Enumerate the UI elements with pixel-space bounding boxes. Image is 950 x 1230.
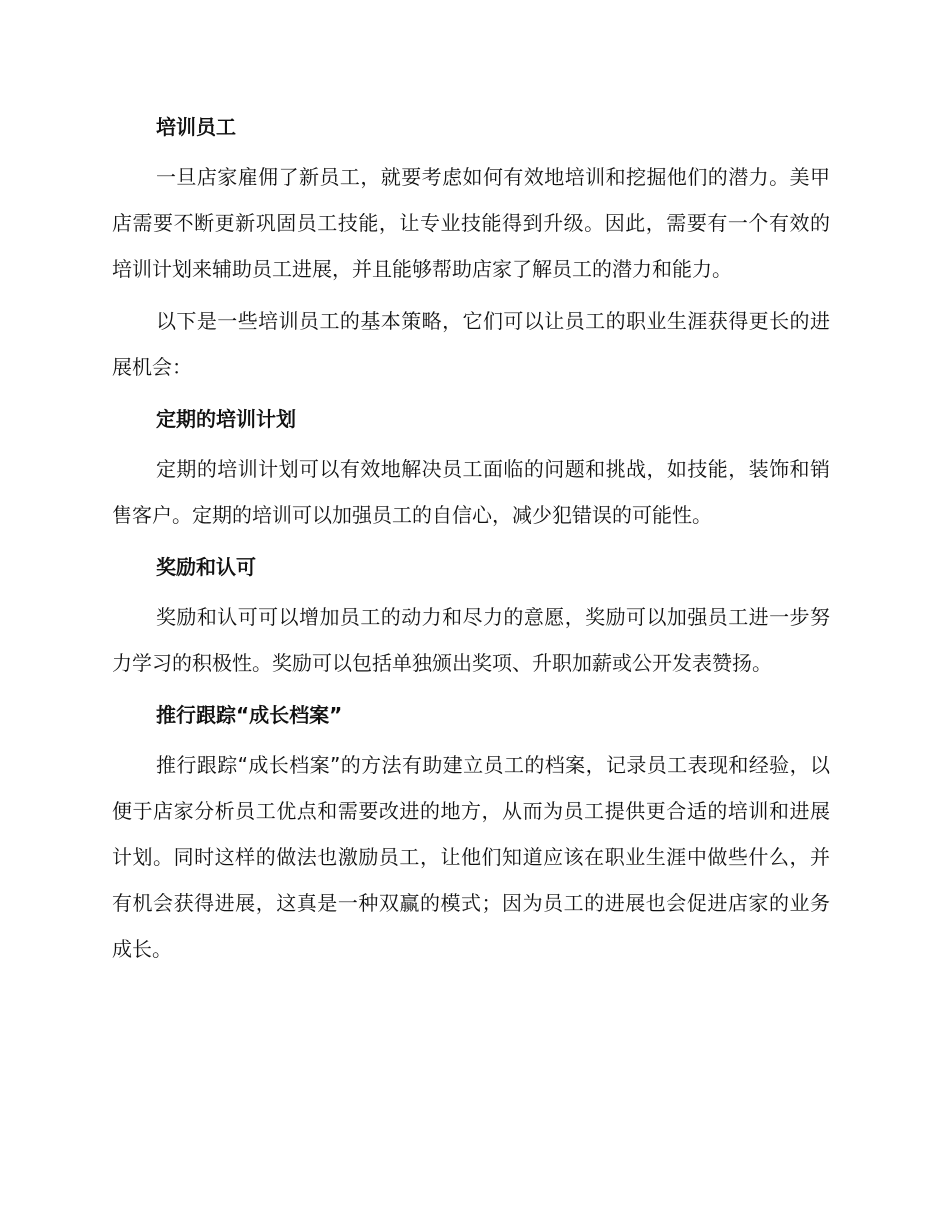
paragraph-rewards: 奖励和认可可以增加员工的动力和尽力的意愿，奖励可以加强员工进一步努力学习的积极性。奖励可以包括单独颁出奖项、升职加薪或公开发表赞扬。	[112, 605, 830, 675]
section-heading-training-staff: 培训员工	[156, 115, 236, 139]
paragraph-growth-record: 推行跟踪“成长档案”的方法有助建立员工的档案，记录员工表现和经验，以便于店家分析员工优点和需要改进的地方，从而为员工提供更合适的培训和进展计划。同时这样的做法也激励员工，让他们知道应该在职业生涯中做些什么，并有机会获得进展，这真是一种双赢的模式；因为员工的进展也会促进店家的业务成长。	[112, 753, 830, 961]
paragraph-strategies-intro: 以下是一些培训员工的基本策略，它们可以让员工的职业生涯获得更长的进展机会：	[112, 309, 830, 379]
section-heading-rewards: 奖励和认可	[156, 555, 256, 579]
section-heading-regular-training: 定期的培训计划	[156, 407, 296, 431]
paragraph-training-intro: 一旦店家雇佣了新员工，就要考虑如何有效地培训和挖掘他们的潜力。美甲店需要不断更新巩固员工技能，让专业技能得到升级。因此，需要有一个有效的培训计划来辅助员工进展，并且能够帮助店家了解员工的潜力和能力。	[112, 165, 830, 281]
section-heading-growth-record: 推行跟踪“成长档案”	[156, 703, 343, 727]
document-body	[112, 104, 830, 978]
paragraph-regular-training: 定期的培训计划可以有效地解决员工面临的问题和挑战，如技能，装饰和销售客户。定期的培训可以加强员工的自信心，减少犯错误的可能性。	[112, 457, 830, 527]
